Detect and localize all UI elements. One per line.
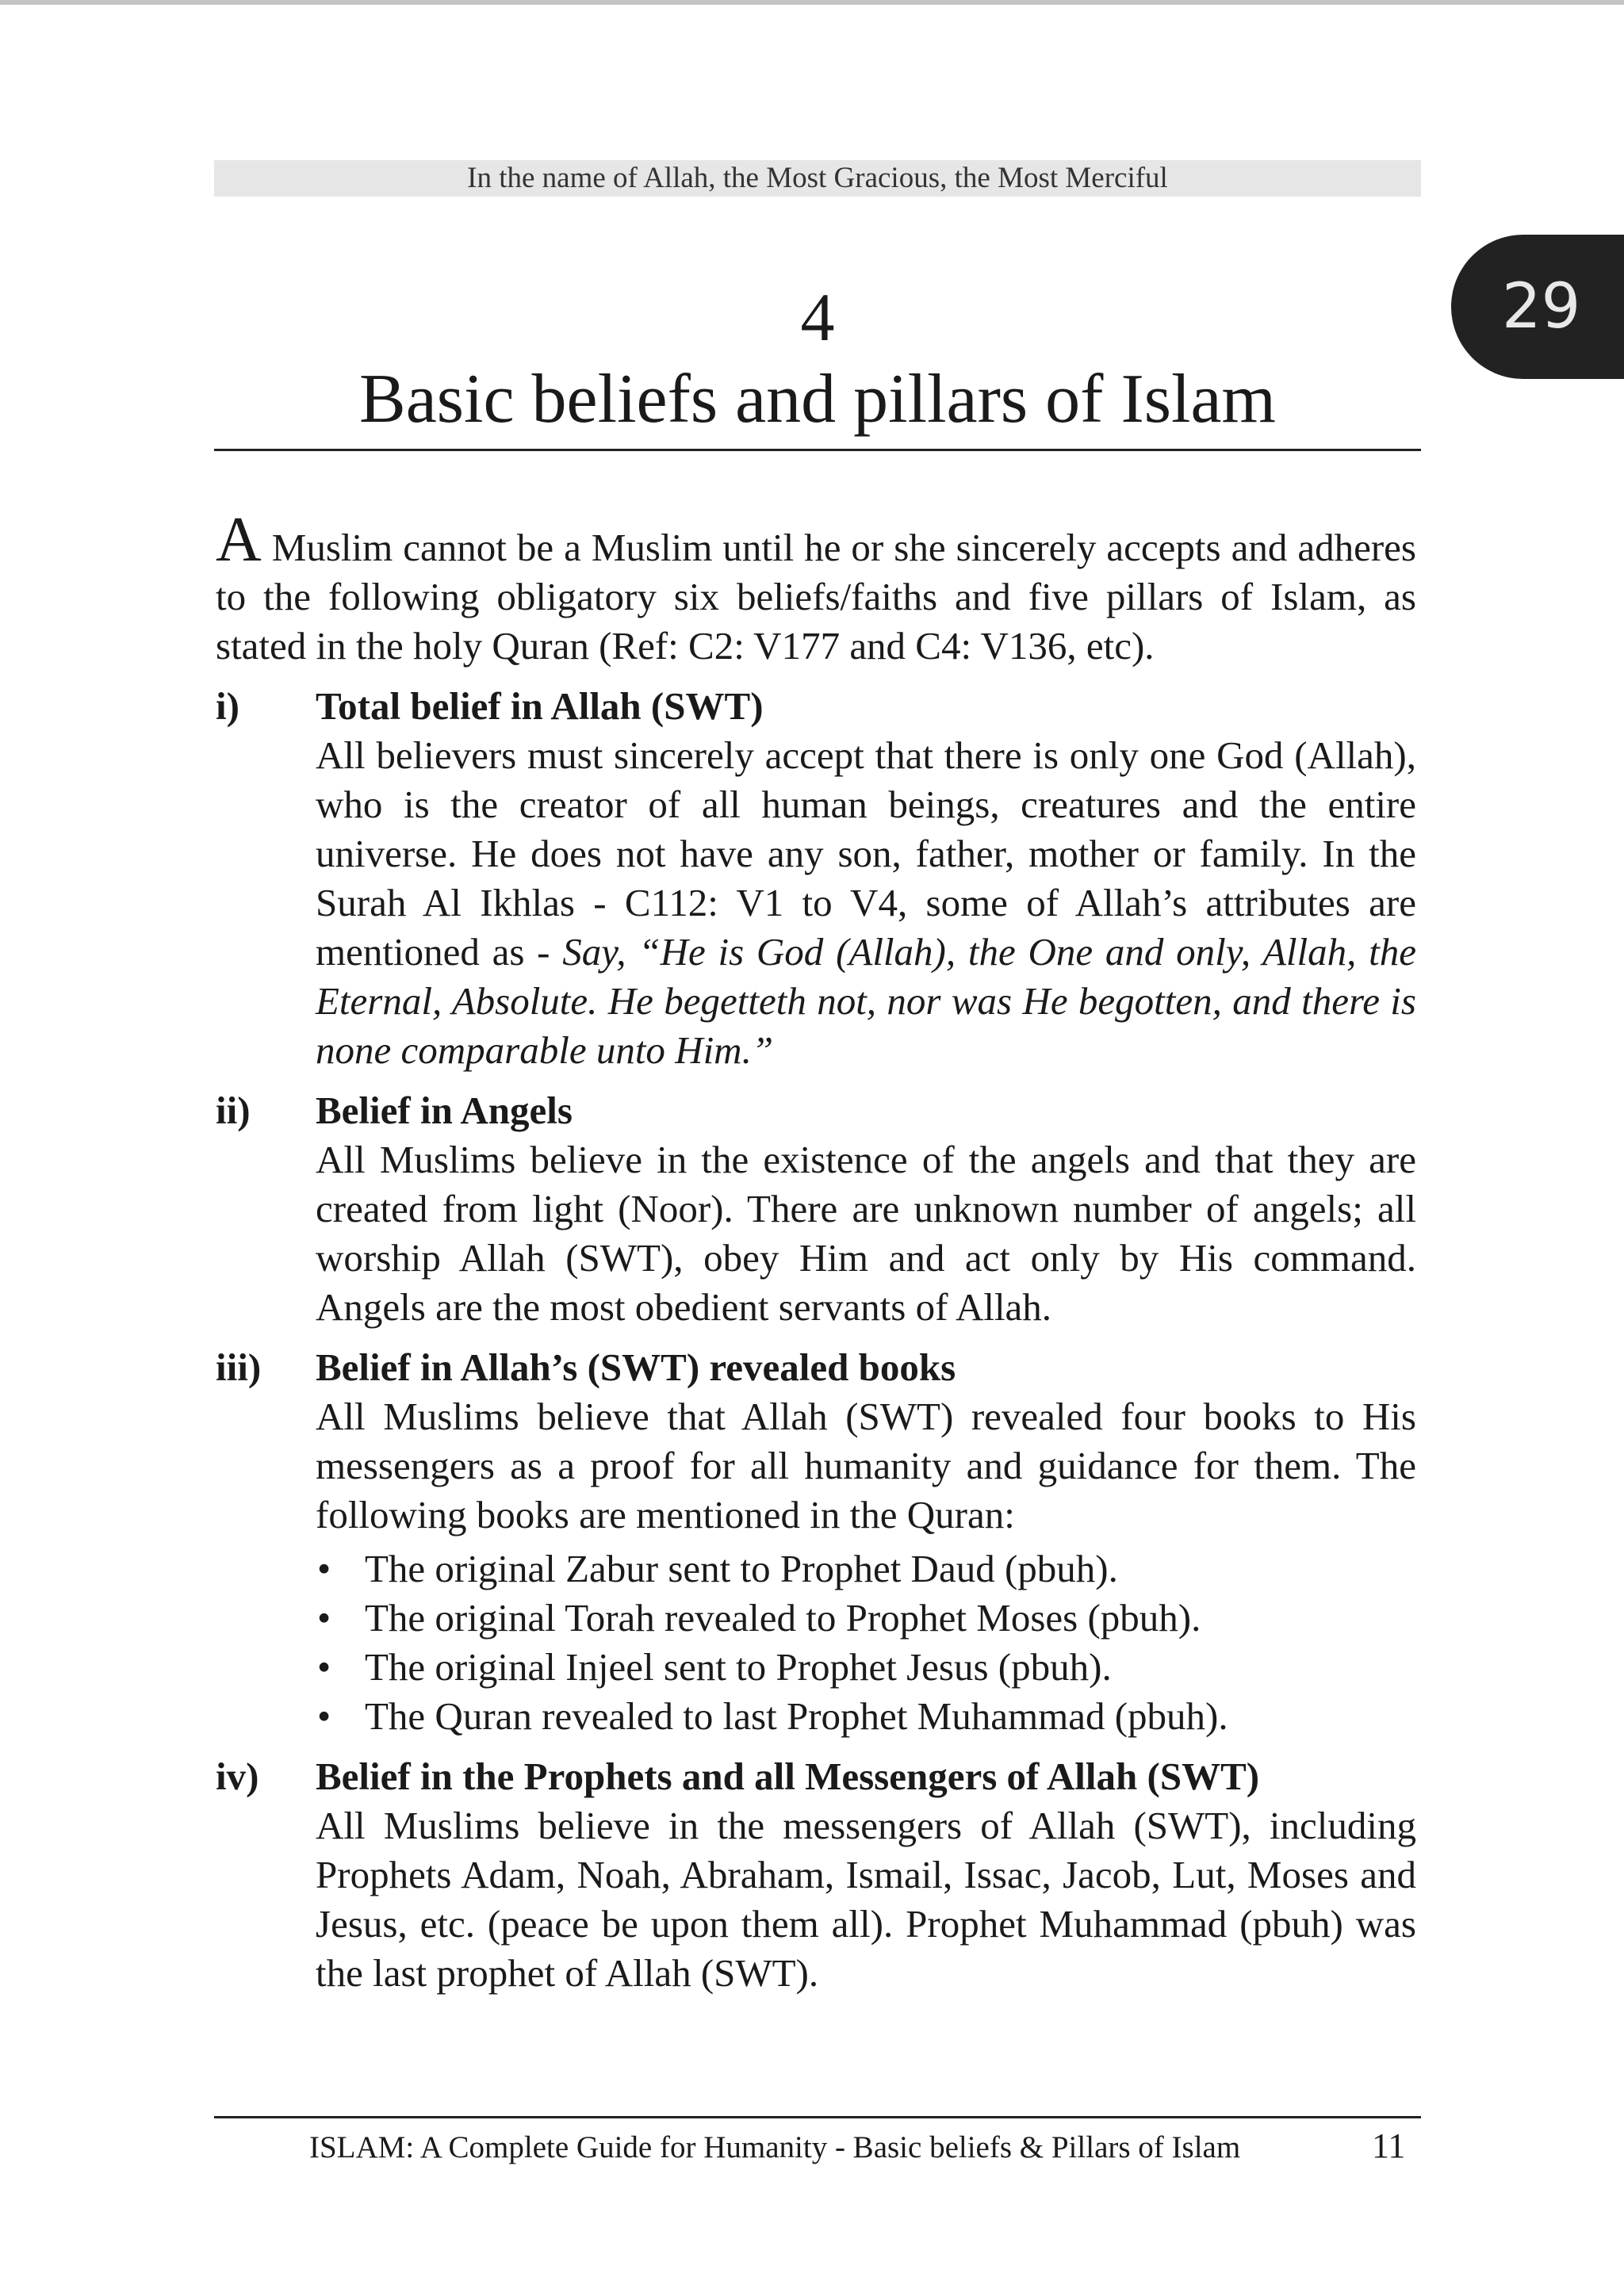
running-header: In the name of Allah, the Most Gracious, the Most Merciful (214, 160, 1421, 197)
books-list (316, 1544, 1416, 1741)
top-border (0, 0, 1624, 5)
intro-paragraph (216, 505, 1416, 671)
quran-quote: Say, “He is God (Allah), the One and only, Allah, the Eternal, Absolute. He begetteth not, nor was He begotten, and there is none comparable unto Him.” (316, 930, 1416, 1072)
bullet-icon: • (317, 1694, 331, 1738)
list-item-text: The original Torah revealed to Prophet Moses (pbuh). (365, 1596, 1201, 1640)
intro-text: Muslim cannot be a Muslim until he or she sincerely accepts and adheres to the following obligatory six beliefs/faiths and five pillars of Islam, as stated in the holy Quran (Ref: C2: V177 and C4: V136, etc). (216, 526, 1416, 668)
section-number: i) (216, 684, 239, 728)
list-item-text: The Quran revealed to last Prophet Muhammad (pbuh). (365, 1694, 1228, 1738)
bullet-icon: • (317, 1547, 331, 1590)
title-divider (214, 449, 1421, 451)
section-title: Total belief in Allah (SWT) (316, 684, 764, 728)
footer-page-number: 11 (1372, 2126, 1406, 2165)
section-number: iii) (216, 1345, 262, 1389)
chapter-title: Basic beliefs and pillars of Islam (359, 361, 1276, 438)
list-item (316, 1544, 1416, 1594)
belief-section-1 (216, 682, 1416, 1075)
footer-divider (214, 2116, 1421, 2118)
bullet-icon: • (317, 1596, 331, 1640)
chapter-number: 4 (800, 279, 835, 355)
section-number: ii) (216, 1089, 251, 1132)
list-item (316, 1643, 1416, 1692)
list-item (316, 1692, 1416, 1741)
section-body: All Muslims believe in the messengers of Allah (SWT), including Prophets Adam, Noah, Abraham, Ismail, Issac, Jacob, Lut, Moses and Jesus, etc. (peace be upon them all). Prophet Muhammad (pbuh) was the last prophet of Allah (SWT). (316, 1804, 1416, 1995)
section-body: All Muslims believe in the existence of the angels and that they are created from light (Noor). There are unknown number of angels; all worship Allah (SWT), obey Him and act only by His command. Angels are the most obedient servants of Allah. (316, 1138, 1416, 1329)
bullet-icon: • (317, 1645, 331, 1689)
list-item-text: The original Injeel sent to Prophet Jesus (pbuh). (365, 1645, 1112, 1689)
belief-section-2 (216, 1086, 1416, 1332)
section-title: Belief in Allah’s (SWT) revealed books (316, 1345, 956, 1389)
page-tab-number: 29 (1502, 271, 1581, 342)
section-title: Belief in the Prophets and all Messengers of Allah (SWT) (316, 1755, 1260, 1798)
chapter-body (216, 505, 1416, 1998)
belief-section-4 (216, 1752, 1416, 1998)
section-body: All Muslims believe that Allah (SWT) revealed four books to His messengers as a proof for all humanity and guidance for them. The following books are mentioned in the Quran: (316, 1395, 1416, 1536)
list-item-text: The original Zabur sent to Prophet Daud (pbuh). (365, 1547, 1118, 1590)
belief-section-3 (216, 1343, 1416, 1741)
page-number-tab (1451, 235, 1624, 379)
section-title: Belief in Angels (316, 1089, 573, 1132)
section-body (316, 731, 1416, 1075)
section-number: iv) (216, 1755, 259, 1798)
list-item (316, 1594, 1416, 1643)
running-footer: ISLAM: A Complete Guide for Humanity - Basic beliefs & Pillars of Islam (309, 2130, 1241, 2164)
drop-cap: A (216, 505, 262, 575)
section-text: All believers must sincerely accept that there is only one God (Allah), who is the creator of all human beings, creatures and the entire universe. He does not have any son, father, mother or family. In the Surah Al Ikhlas - C112: V1 to V4, some of Allah’s attributes are mentioned as - (316, 733, 1416, 974)
